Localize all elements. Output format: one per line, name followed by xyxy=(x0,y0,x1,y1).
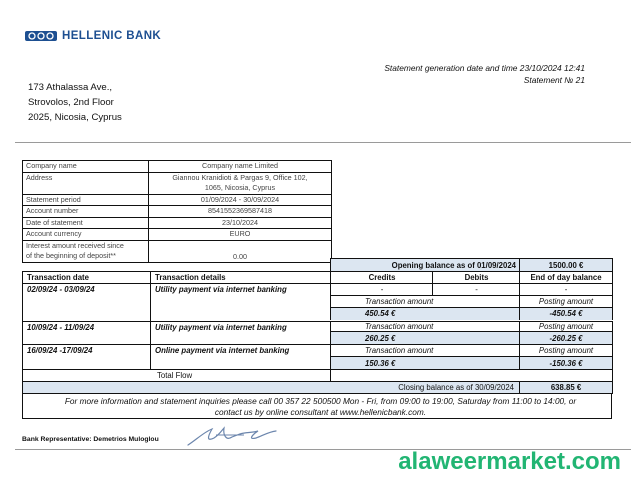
header-transaction-date: Transaction date xyxy=(22,271,151,284)
posting-amount-label: Posting amount xyxy=(519,295,613,308)
posting-amount: -450.54 € xyxy=(519,307,613,320)
address-line: 2025, Nicosia, Cyprus xyxy=(28,112,122,123)
transaction-date: 10/09/24 - 11/09/24 xyxy=(22,321,151,345)
transaction-amount: 260.25 € xyxy=(330,331,520,345)
transaction-amount: 450.54 € xyxy=(330,307,520,320)
closing-balance-label: Closing balance as of 30/09/2024 xyxy=(22,381,520,394)
info-label: Account number xyxy=(23,206,149,218)
statement-number: Statement № 21 xyxy=(523,75,585,85)
total-flow-label: Total Flow xyxy=(22,369,331,382)
footer-info xyxy=(28,396,613,418)
transaction-amount-label: Transaction amount xyxy=(330,344,520,357)
info-value: 0.00 xyxy=(149,240,332,262)
header-debits: Debits xyxy=(432,271,520,284)
transaction-amount: 150.36 € xyxy=(330,356,520,370)
footer-info-line: contact us by online consultant at www.hellenicbank.com. xyxy=(214,407,427,417)
transaction-amount-label: Transaction amount xyxy=(330,295,520,308)
info-value: Company name Limited xyxy=(149,161,332,173)
info-label: Statement period xyxy=(23,194,149,206)
opening-balance-label: Opening balance as of 01/09/2024 xyxy=(330,258,520,272)
info-value-line: Giannou Kranidioti & Pargas 9, Office 102, xyxy=(172,173,308,183)
info-label-line: of the beginning of deposit** xyxy=(26,251,116,261)
info-value: 8541552369587418 xyxy=(149,206,332,218)
info-label: Company name xyxy=(23,161,149,173)
address-line: 173 Athalassa Ave., xyxy=(28,82,113,93)
transaction-date: 02/09/24 - 03/09/24 xyxy=(22,283,151,322)
header-credits: Credits xyxy=(330,271,433,284)
eod-dash: - xyxy=(519,283,613,296)
transaction-date: 16/09/24 -17/09/24 xyxy=(22,344,151,370)
footer-info-line: For more information and statement inquiries please call 00 357 22 500500 Mon - Fri, from 09:00 to 19:00, Saturday from 11:00 to 14:00, or xyxy=(64,396,577,406)
info-value-line: 1065, Nicosia, Cyprus xyxy=(204,183,276,193)
posting-amount: -150.36 € xyxy=(519,356,613,370)
debits-dash: - xyxy=(432,283,520,296)
info-value: EURO xyxy=(149,229,332,241)
posting-amount-label: Posting amount xyxy=(519,344,613,357)
posting-amount: -260.25 € xyxy=(519,331,613,345)
bank-name: HELLENIC BANK xyxy=(62,30,162,42)
transaction-amount-label: Transaction amount xyxy=(330,321,520,332)
transaction-details: Utility payment via internet banking xyxy=(150,283,331,322)
info-label: Date of statement xyxy=(23,217,149,229)
signature-image xyxy=(186,426,278,448)
address-line: Strovolos, 2nd Floor xyxy=(28,97,114,108)
header-transaction-details: Transaction details xyxy=(150,271,331,284)
info-label: Address xyxy=(23,172,149,194)
bank-representative: Bank Representative: Demetrios Muloglou xyxy=(22,436,159,443)
credits-dash: - xyxy=(330,283,433,296)
watermark: alaweermarket.com xyxy=(398,448,621,475)
transaction-details: Online payment via internet banking xyxy=(150,344,331,370)
info-label: Account currency xyxy=(23,229,149,241)
statement-generated: Statement generation date and time 23/10/2024 12:41 xyxy=(384,63,585,73)
closing-balance-value: 638.85 € xyxy=(519,381,613,394)
header-end-of-day: End of day balance xyxy=(519,271,613,284)
opening-balance-value: 1500.00 € xyxy=(519,258,613,272)
info-value: 23/10/2024 xyxy=(149,217,332,229)
transaction-details: Utility payment via internet banking xyxy=(150,321,331,345)
posting-amount-label: Posting amount xyxy=(519,321,613,332)
info-value: 01/09/2024 - 30/09/2024 xyxy=(149,194,332,206)
info-label-line: Interest amount received since xyxy=(26,241,124,251)
